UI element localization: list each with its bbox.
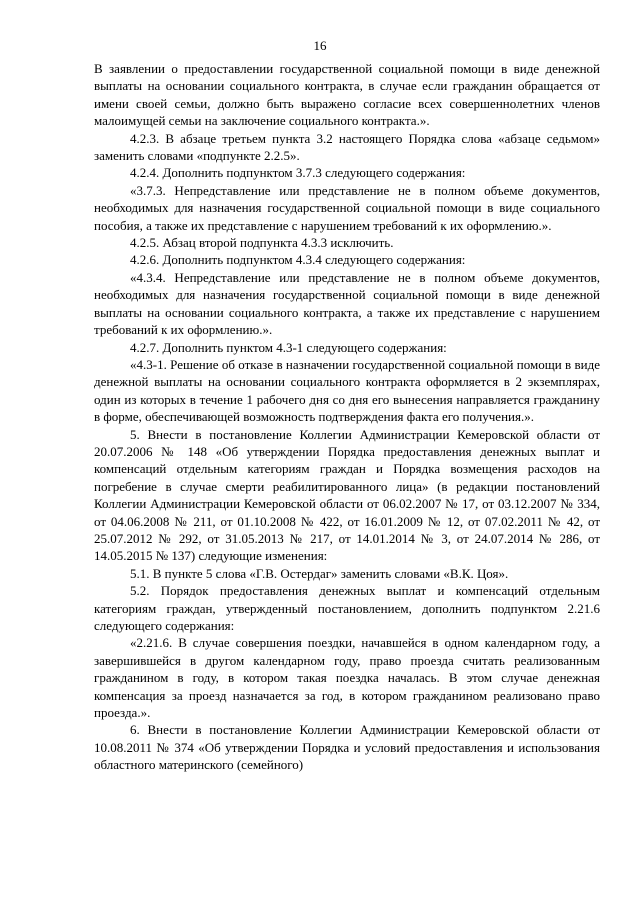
paragraph: 4.2.7. Дополнить пунктом 4.3-1 следующего содержания: xyxy=(130,339,447,355)
paragraph: «4.3-1. Решение об отказе в назначении государственной социальной помощи в виде денежной выплаты на основании социального контракта оформляется в 2 экземплярах, один из которых в течение 1 рабочего дня со дня его вынесения направляется гражданину в форме, обеспечивающей возможность подтверждения факта его получения.». xyxy=(94,356,600,425)
paragraph: 4.2.6. Дополнить подпунктом 4.3.4 следующего содержания: xyxy=(130,252,466,268)
paragraph: 6. Внести в постановление Коллегии Администрации Кемеровской области от 10.08.2011 № 374 «Об утверждении Порядка и условий предоставления и использования областного материнского (семейного) xyxy=(94,722,600,773)
paragraph: 5.1. В пункте 5 слова «Г.В. Остердаг» заменить словами «В.К. Цоя». xyxy=(130,565,509,581)
paragraph: «2.21.6. В случае совершения поездки, начавшейся в одном календарном году, а завершившейся в другом календарном году, право проезда считать реализованным гражданином в году, в котором такая поездка началась. В этом случае денежная компенсация за проезд назначается за год, в котором гражданином реализовано право проезда.». xyxy=(94,635,600,721)
document-body xyxy=(94,60,600,774)
paragraph: 4.2.3. В абзаце третьем пункта 3.2 настоящего Порядка слова «абзаце седьмом» заменить словами «подпункте 2.2.5». xyxy=(94,130,600,164)
paragraph: 4.2.5. Абзац второй подпункта 4.3.3 исключить. xyxy=(130,235,394,251)
paragraph: «4.3.4. Непредставление или представление не в полном объеме документов, необходимых для назначения государственной социальной помощи в виде денежной выплаты на основании социального контракта, а также их представление с нарушением требований к их оформлению.». xyxy=(94,269,600,338)
paragraph: «3.7.3. Непредставление или представление не в полном объеме документов, необходимых для назначения государственной социальной помощи в виде социального пособия, а также их представление с нарушением требований к их оформлению.». xyxy=(94,182,600,233)
paragraph: 5. Внести в постановление Коллегии Администрации Кемеровской области от 20.07.2006 № 148 «Об утверждении Порядка предоставления денежных выплат и компенсаций отдельным категориям граждан и Порядка возмещения расходов на погребение в случае смерти реабилитированного лица» (в редакции постановлений Коллегии Администрации Кемеровской области от 06.02.2007 № 17, от 03.12.2007 № 334, от 04.06.2008 № 211, от 01.10.2008 № 422, от 16.01.2009 № 12, от 07.02.2011 № 42, от 25.07.2012 № 292, от 31.05.2013 № 217, от 14.01.2014 № 3, от 24.07.2014 № 286, от 14.05.2015 № 137) следующие изменения: xyxy=(94,426,600,564)
paragraph: В заявлении о предоставлении государственной социальной помощи в виде денежной выплаты на основании социального контракта, в случае если гражданин обращается от имени своей семьи, должно быть выражено согласие всех совершеннолетних членов малоимущей семьи на заключение социального контракта.». xyxy=(94,61,600,129)
page-number: 16 xyxy=(313,38,327,53)
paragraph: 4.2.4. Дополнить подпунктом 3.7.3 следующего содержания: xyxy=(130,165,466,181)
paragraph: 5.2. Порядок предоставления денежных выплат и компенсаций отдельным категориям граждан, утвержденный постановлением, дополнить подпунктом 2.21.6 следующего содержания: xyxy=(94,583,600,633)
